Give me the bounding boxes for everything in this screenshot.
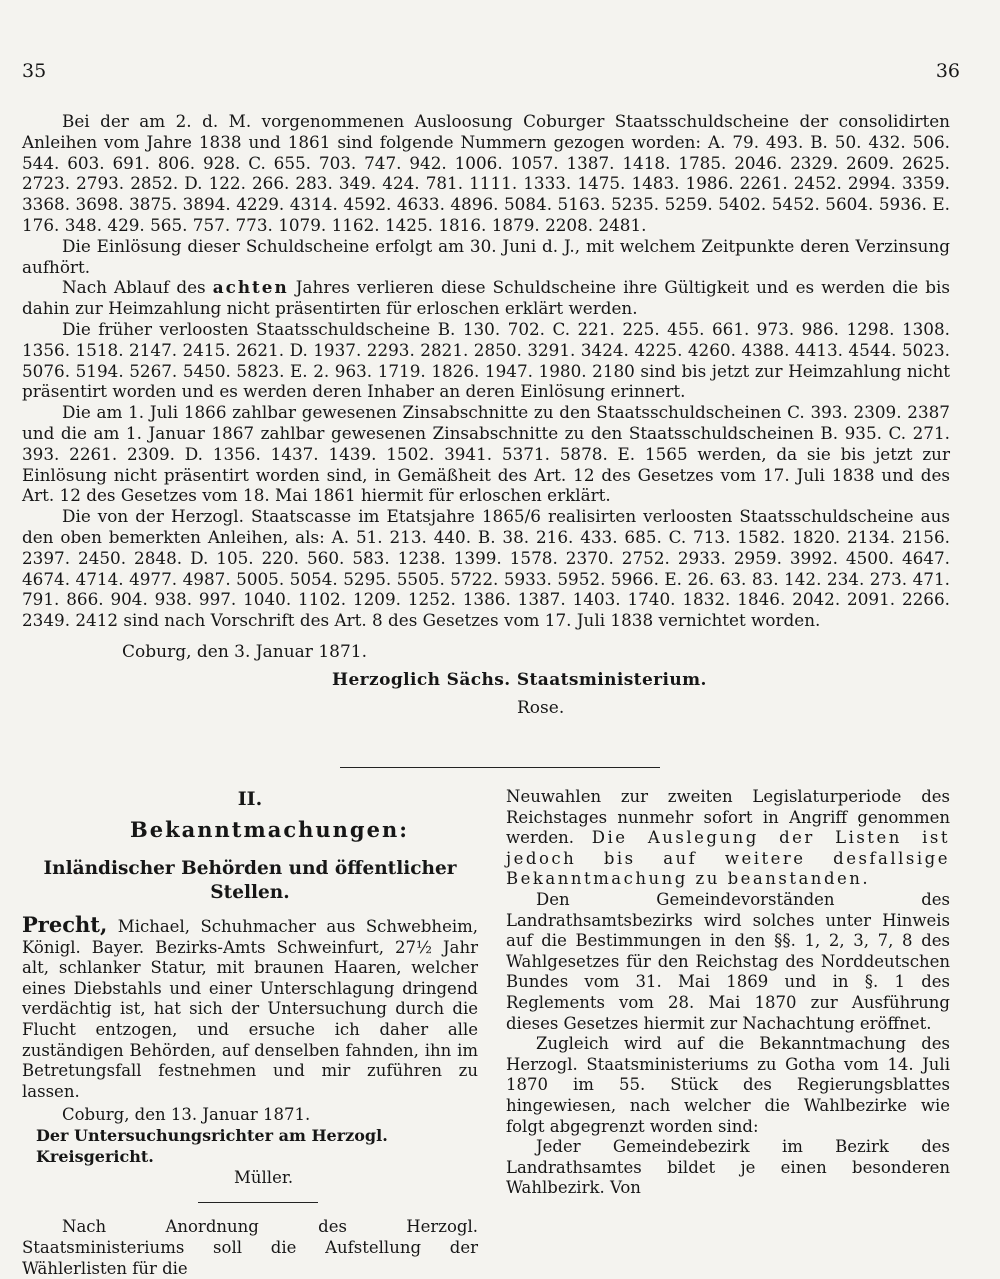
validity-text-c: Jahres verlieren diese Schuldscheine ihre Gültigkeit und es werden die bis dahin zur Heimzahlung nicht präsentirten für erloschen erklärt werden. (22, 277, 951, 319)
page-number-right: 36 (935, 60, 960, 82)
redemption-paragraph: Die Einlösung dieser Schuldscheine erfolgt am 30. Juni d. J., mit welchem Zeitpunkte deren Verzinsung aufhört. (22, 235, 950, 277)
drawing-numbers-paragraph: Bei der am 2. d. M. vorgenommenen Ausloosung Coburger Staatsschuldscheine der consolidirten Anleihen vom Jahre 1838 und 1861 sind folgende Nummern gezogen worden: A. 79. 493. B. 50. 432. 506. 544. 603. 691. 806. 928. C. 655. 703. 747. 942. 1006. 1057. 1387. 1418. 1785. 2046. 2329. 2609. 2625. 2723. 2793. 2852. D. 122. 266. 283. 349. 424. 781. 1111. 1333. 1475. 1483. 1986. 2261. 2452. 2994. 3359. 3368. 3698. 3875. 3894. 4229. 4314. 4592. 4633. 4896. 5084. 5163. 5235. 5259. 5402. 5452. 5604. 5936. E. 176. 348. 429. 565. 757. 773. 1079. 1162. 1425. 1816. 1879. 2208. 2481. (22, 111, 950, 235)
announcement-signatory: Herzoglich Sächs. Staatsministerium. (332, 669, 707, 690)
section-divider (340, 767, 660, 768)
announcement-dateline: Coburg, den 3. Januar 1871. (122, 641, 367, 662)
warrant-text: Michael, Schuhmacher aus Schwebheim, Königl. Bayer. Bezirks-Amts Schweinfurt, 27½ Jahr alt, schlanker Statur, mit braunen Haaren, welcher eines Diebstahls und einer Unterschlagung dringend verdächtig ist, hat sich der Untersuchung durch die Flucht entzogen, und ersuche ich daher alle zuständigen Behörden, auf denselben fahnden, ihn im Betretungsfall festnehmen und mir zuführen zu lassen. (22, 917, 478, 1101)
validity-paragraph (22, 277, 950, 319)
election-paragraph-3: Zugleich wird auf die Bekanntmachung des Herzogl. Staatsministeriums zu Gotha vom 14. Juli 1870 im 55. Stück des Regierungsblattes hingewiesen, nach welcher die Wahlbezirke wie folgt abgegrenzt worden sind: (506, 1034, 950, 1136)
page-number-left: 35 (22, 60, 47, 82)
right-column (506, 787, 950, 1199)
destroyed-bonds-paragraph: Die von der Herzogl. Staatscasse im Etatsjahre 1865/6 realisirten verloosten Staatsschuldscheine aus den oben bemerkten Anleihen, als: A. 51. 213. 440. B. 38. 216. 433. 685. C. 713. 1582. 1820. 2134. 2156. 2397. 2450. 2848. D. 105. 220. 560. 583. 1238. 1399. 1578. 2370. 2752. 2933. 2959. 3992. 4500. 4647. 4674. 4714. 4977. 4987. 5005. 5054. 5295. 5505. 5722. 5933. 5952. 5966. E. 26. 63. 83. 142. 234. 273. 471. 791. 866. 904. 938. 997. 1040. 1102. 1209. 1252. 1386. 1387. 1403. 1740. 1832. 1846. 2042. 2091. 2266. 2349. 2412 sind nach Vorschrift des Art. 8 des Gesetzes vom 17. Juli 1838 vernichtet worden. (22, 506, 950, 631)
warrant-signatory: Der Untersuchungsrichter am Herzogl. Kreisgericht. (36, 1126, 388, 1167)
election-paragraph-4: Jeder Gemeindebezirk im Bezirk des Landrathsamtes bildet je einen besonderen Wahlbezirk. Von (506, 1137, 950, 1198)
section-number: II. (237, 788, 263, 810)
validity-emphasis: achten (212, 277, 289, 298)
wanted-person-name: Precht, (22, 912, 108, 937)
section-subtitle: Inländischer Behörden und öffentlicher Stellen. (43, 858, 457, 903)
warrant-name: Müller. (234, 1168, 294, 1188)
validity-text-a: Nach Ablauf des (62, 277, 206, 298)
election-paragraph-1 (506, 787, 950, 890)
section-title: Bekanntmachungen: (130, 817, 409, 842)
warrant-dateline: Coburg, den 13. Januar 1871. (62, 1105, 311, 1125)
left-column (22, 787, 478, 1279)
earlier-drawn-paragraph: Die früher verloosten Staatsschuldscheine B. 130. 702. C. 221. 225. 455. 661. 973. 986. 1298. 1308. 1356. 1518. 2147. 2415. 2621. D. 1937. 2293. 2821. 2850. 3291. 3424. 4225. 4260. 4388. 4413. 4544. 5023. 5076. 5194. 5267. 5450. 5823. E. 2. 963. 1719. 1826. 1947. 1980. 2180 sind bis jetzt zur Heimzahlung nicht präsentirt worden und es werden deren Inhaber an deren Einlösung erinnert. (22, 318, 950, 402)
election-paragraph-2: Den Gemeindevorständen des Landrathsamtsbezirks wird solches unter Hinweis auf die Bestimmungen in den §§. 1, 2, 3, 7, 8 des Wahlgesetzes für den Reichstag des Norddeutschen Bundes vom 31. Mai 1869 und in §. 1 des Reglements vom 28. Mai 1870 zur Ausführung dieses Gesetzes hiermit zur Nachachtung eröffnet. (506, 889, 950, 1033)
bond-drawing-announcement (22, 111, 950, 719)
election-text-1a: Neuwahlen zur zweiten Legislaturperiode des Reichstages nunmehr sofort in Angriff genommen werden. (506, 787, 950, 848)
announcement-name: Rose. (517, 697, 565, 718)
election-notice-start: Nach Anordnung des Herzogl. Staatsministeriums soll die Aufstellung der Wählerlisten für die (22, 1217, 478, 1278)
election-text-1b: Die Auslegung der Listen ist jedoch bis auf weitere desfallsige Bekanntmachung zu beanstanden. (506, 828, 951, 889)
coupons-paragraph: Die am 1. Juli 1866 zahlbar gewesenen Zinsabschnitte zu den Staatsschuldscheinen C. 393. 2309. 2387 und die am 1. Januar 1867 zahlbar gewesenen Zinsabschnitte zu den Staatsschuldscheinen B. 935. C. 271. 393. 2261. 2309. D. 1356. 1437. 1439. 1502. 3941. 5371. 5878. E. 1565 werden, da sie bis jetzt zur Einlösung nicht präsentirt worden sind, in Gemäßheit des Art. 12 des Gesetzes vom 17. Juli 1838 und des Art. 12 des Gesetzes vom 18. Mai 1861 hiermit für erloschen erklärt. (22, 402, 950, 506)
warrant-paragraph (22, 912, 478, 1102)
